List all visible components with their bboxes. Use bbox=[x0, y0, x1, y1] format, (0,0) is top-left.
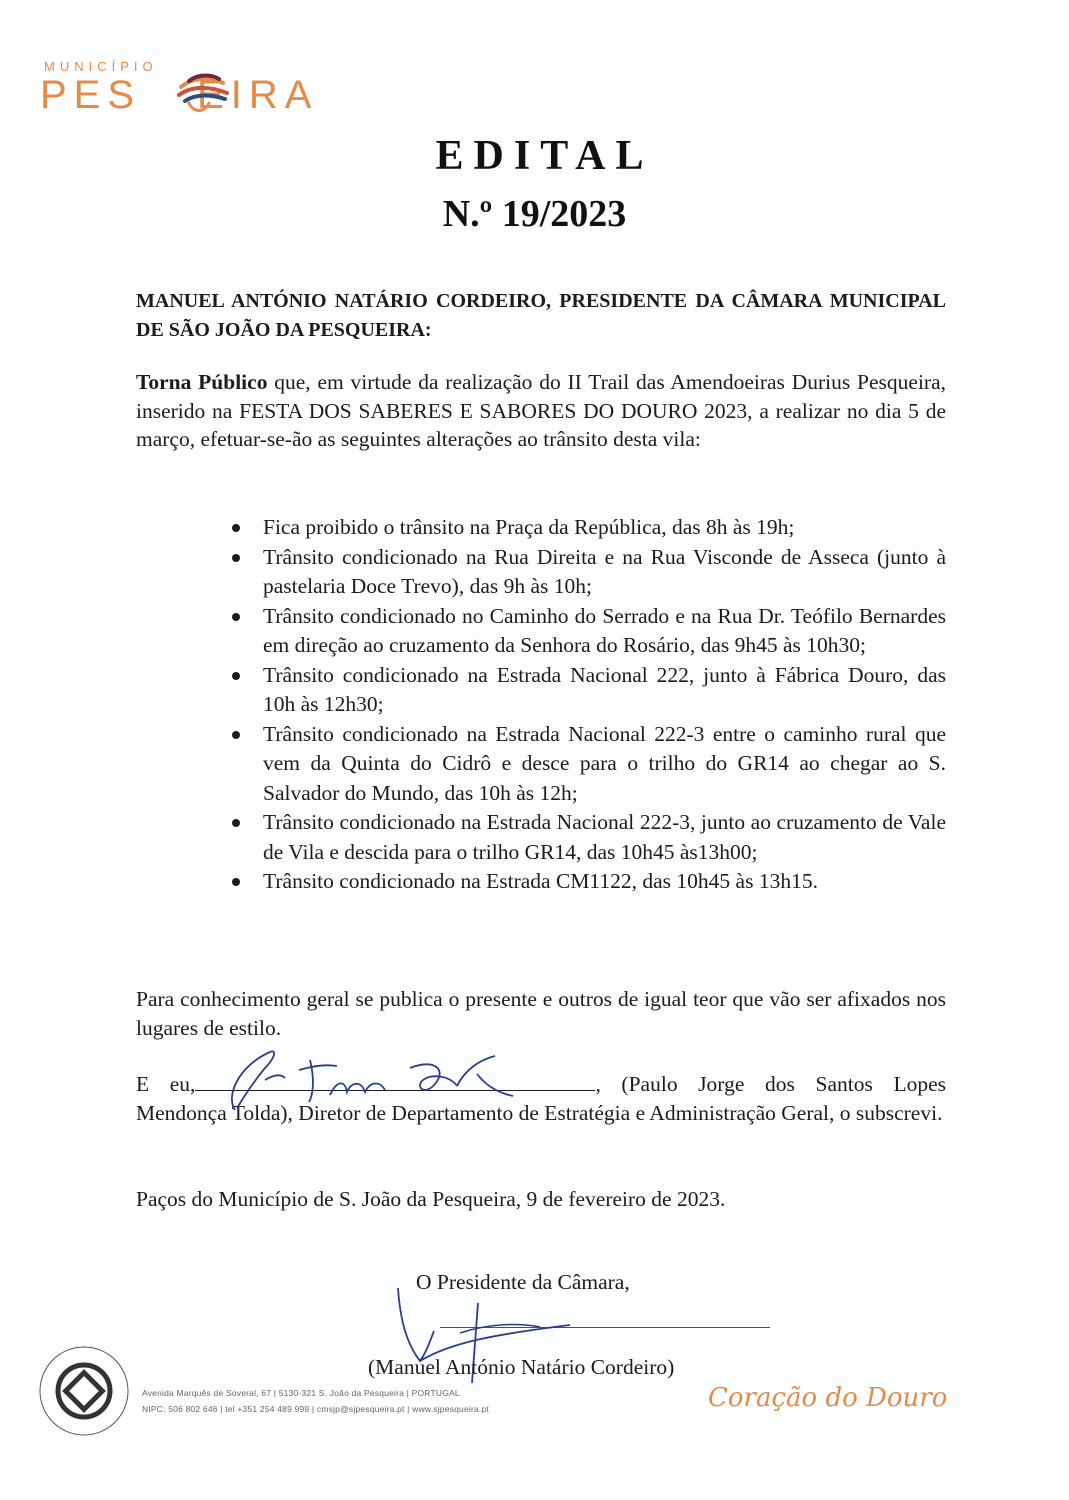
intro-text: que, em virtude da realização do II Trail das Amendoeiras Durius Pesqueira, inserido na FESTA DOS SABERES E SABORES DO DOURO 2023, a realizar no dia 5 de março, efetuar-se-ão as seguintes alterações ao trânsito desta vila: bbox=[136, 370, 946, 451]
list-item: Trânsito condicionado na Estrada Nacional 222, junto à Fábrica Douro, das 10h às 12h30; bbox=[228, 661, 946, 720]
traffic-restrictions-list bbox=[228, 513, 946, 897]
director-signature bbox=[195, 1040, 525, 1115]
intro-paragraph bbox=[136, 368, 946, 454]
closing-paragraph: Para conhecimento geral se publica o presente e outros de igual teor que vão ser afixados nos lugares de estilo. bbox=[136, 987, 946, 1040]
footer-address: Avenida Marquês de Soveral, 67 | 5130-321 S. João da Pesqueira | PORTUGAL bbox=[142, 1388, 460, 1398]
municipality-logo bbox=[40, 55, 340, 135]
subscription-prefix: E eu, bbox=[136, 1072, 196, 1096]
logo-emblem-icon bbox=[175, 69, 231, 117]
intro-bold-lead: Torna Público bbox=[136, 370, 268, 394]
list-item: Trânsito condicionado na Estrada Nacional 222-3, junto ao cruzamento de Vale de Vila e descida para o trilho GR14, das 10h45 às13h00; bbox=[228, 808, 946, 867]
date-line: Paços do Município de S. João da Pesqueira, 9 de fevereiro de 2023. bbox=[136, 1187, 726, 1211]
logo-small-text: MUNICÍPIO bbox=[44, 59, 158, 74]
list-item: Trânsito condicionado na Estrada Nacional 222-3 entre o caminho rural que vem da Quinta do Cidrô e desce para o trilho do GR14 ao chegar ao S. Salvador do Mundo, das 10h às 12h; bbox=[228, 720, 946, 809]
list-item: Trânsito condicionado na Estrada CM1122, das 10h45 às 13h15. bbox=[228, 867, 946, 897]
president-name: (Manuel António Natário Cordeiro) bbox=[368, 1355, 675, 1379]
document-number: N.º 19/2023 bbox=[442, 193, 627, 235]
list-item: Fica proibido o trânsito na Praça da República, das 8h às 19h; bbox=[228, 513, 946, 543]
logo-big-text: PES EIRA bbox=[40, 73, 319, 117]
list-item: Trânsito condicionado no Caminho do Serrado e na Rua Dr. Teófilo Bernardes em direção ao cruzamento da Senhora do Rosário, das 9h45 às 10h30; bbox=[228, 602, 946, 661]
footer-contacts: NIPC: 506 802 646 | tel +351 254 489 999 | cmsjp@sjpesqueira.pt | www.sjpesqueira.pt bbox=[142, 1404, 489, 1414]
footer-tagline: Coração do Douro bbox=[708, 1383, 948, 1413]
subscription-suffix: , (Paulo Jorge dos Santos Lopes Mendonça Tolda), Diretor de Departamento de Estratégia e Administração Geral, o subscrevi. bbox=[136, 1072, 946, 1125]
list-item: Trânsito condicionado na Rua Direita e na Rua Visconde de Asseca (junto à pastelaria Doce Trevo), das 9h às 10h; bbox=[228, 543, 946, 602]
document-title: EDITAL bbox=[435, 133, 654, 179]
issuer-heading: MANUEL ANTÓNIO NATÁRIO CORDEIRO, PRESIDENTE DA CÂMARA MUNICIPAL DE SÃO JOÃO DA PESQUEIRA: bbox=[136, 290, 946, 341]
president-title: O Presidente da Câmara, bbox=[416, 1270, 630, 1294]
world-heritage-emblem-icon bbox=[38, 1345, 130, 1437]
